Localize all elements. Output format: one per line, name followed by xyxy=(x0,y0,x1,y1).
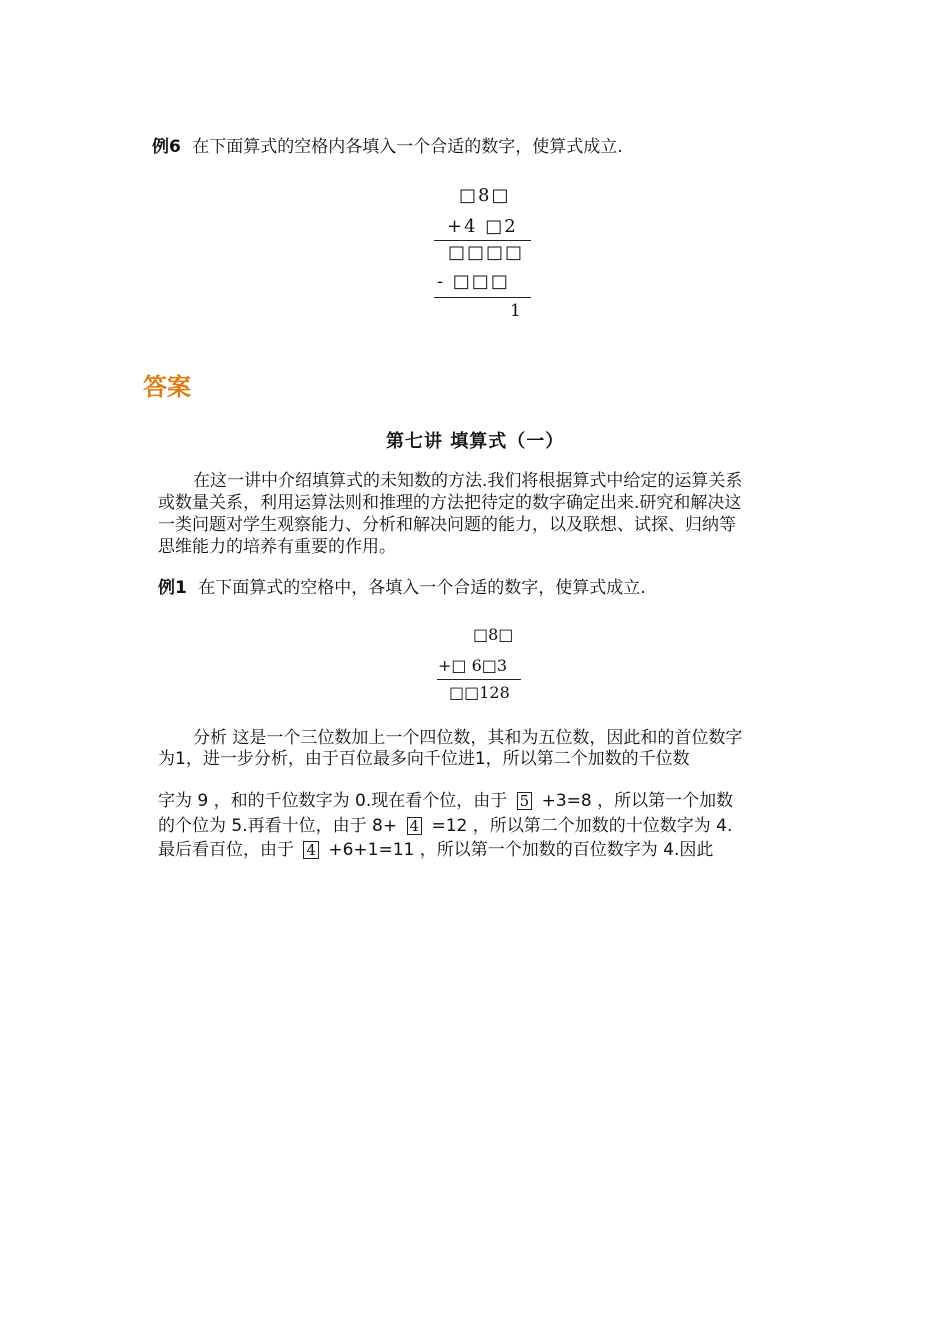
example1-label: 例1 xyxy=(158,578,187,598)
analysis-line-5-b: +6+1=11 ，所以第一个加数的百位数字为 4.因此 xyxy=(328,840,714,860)
analysis-line-4-b: =12 ，所以第二个加数的十位数字为 4. xyxy=(431,816,733,836)
intro-line-3: 一类问题对学生观察能力、分析和解决问题的能力，以及联想、试探、归纳等 xyxy=(158,515,736,535)
analysis-line-5-a: 最后看百位，由于 xyxy=(158,840,294,860)
example6-label: 例6 xyxy=(152,137,181,157)
example1-rule xyxy=(437,679,521,680)
intro-line-2: 或数量关系，利用运算法则和推理的方法把待定的数字确定出来.研究和解决这 xyxy=(158,493,742,513)
analysis-line-1: 分析 这是一个三位数加上一个四位数，其和为五位数，因此和的首位数字 xyxy=(193,728,743,748)
example6-rule-1 xyxy=(434,240,531,241)
example1-line3: □□128 xyxy=(449,683,510,702)
example6-line3: □□□□ xyxy=(448,242,525,263)
example1-line1: □8□ xyxy=(473,625,514,644)
example6-rule-2 xyxy=(434,297,531,298)
example6-line1: □8□ xyxy=(459,185,511,206)
analysis-line-2: 为1，进一步分析，由于百位最多向千位进1，所以第二个加数的千位数 xyxy=(158,749,690,769)
intro-line-1: 在这一讲中介绍填算式的未知数的方法.我们将根据算式中给定的运算关系 xyxy=(193,471,743,491)
analysis-line-3-a: 字为 9 ，和的千位数字为 0.现在看个位，由于 xyxy=(158,791,508,811)
analysis-line-4-a: 的个位为 5.再看十位，由于 8+ xyxy=(158,816,398,836)
analysis-line-4 xyxy=(158,815,732,837)
example6-heading xyxy=(152,137,623,158)
lecture-title: 第七讲 填算式（一） xyxy=(386,431,565,452)
intro-line-4: 思维能力的培养有重要的作用。 xyxy=(158,537,396,557)
answer-box-5: 5 xyxy=(517,792,533,810)
example1-heading xyxy=(158,578,646,599)
example1-line2: +□ 6□3 xyxy=(438,656,508,675)
analysis-line-5 xyxy=(158,839,713,861)
example6-line2: +4 □2 xyxy=(447,216,518,237)
analysis-line-3-b: +3=8 ，所以第一个加数 xyxy=(541,791,734,811)
example6-line5: 1 xyxy=(510,301,521,321)
answer-box-4-hundreds: 4 xyxy=(303,841,319,859)
example6-instruction: 在下面算式的空格内各填入一个合适的数字，使算式成立. xyxy=(192,137,623,157)
analysis-line-3 xyxy=(158,790,733,812)
example6-line4: - □□□ xyxy=(437,271,510,292)
answer-heading: 答案 xyxy=(143,373,191,401)
example1-instruction: 在下面算式的空格中，各填入一个合适的数字，使算式成立. xyxy=(198,578,646,598)
answer-box-4-tens: 4 xyxy=(407,817,423,835)
